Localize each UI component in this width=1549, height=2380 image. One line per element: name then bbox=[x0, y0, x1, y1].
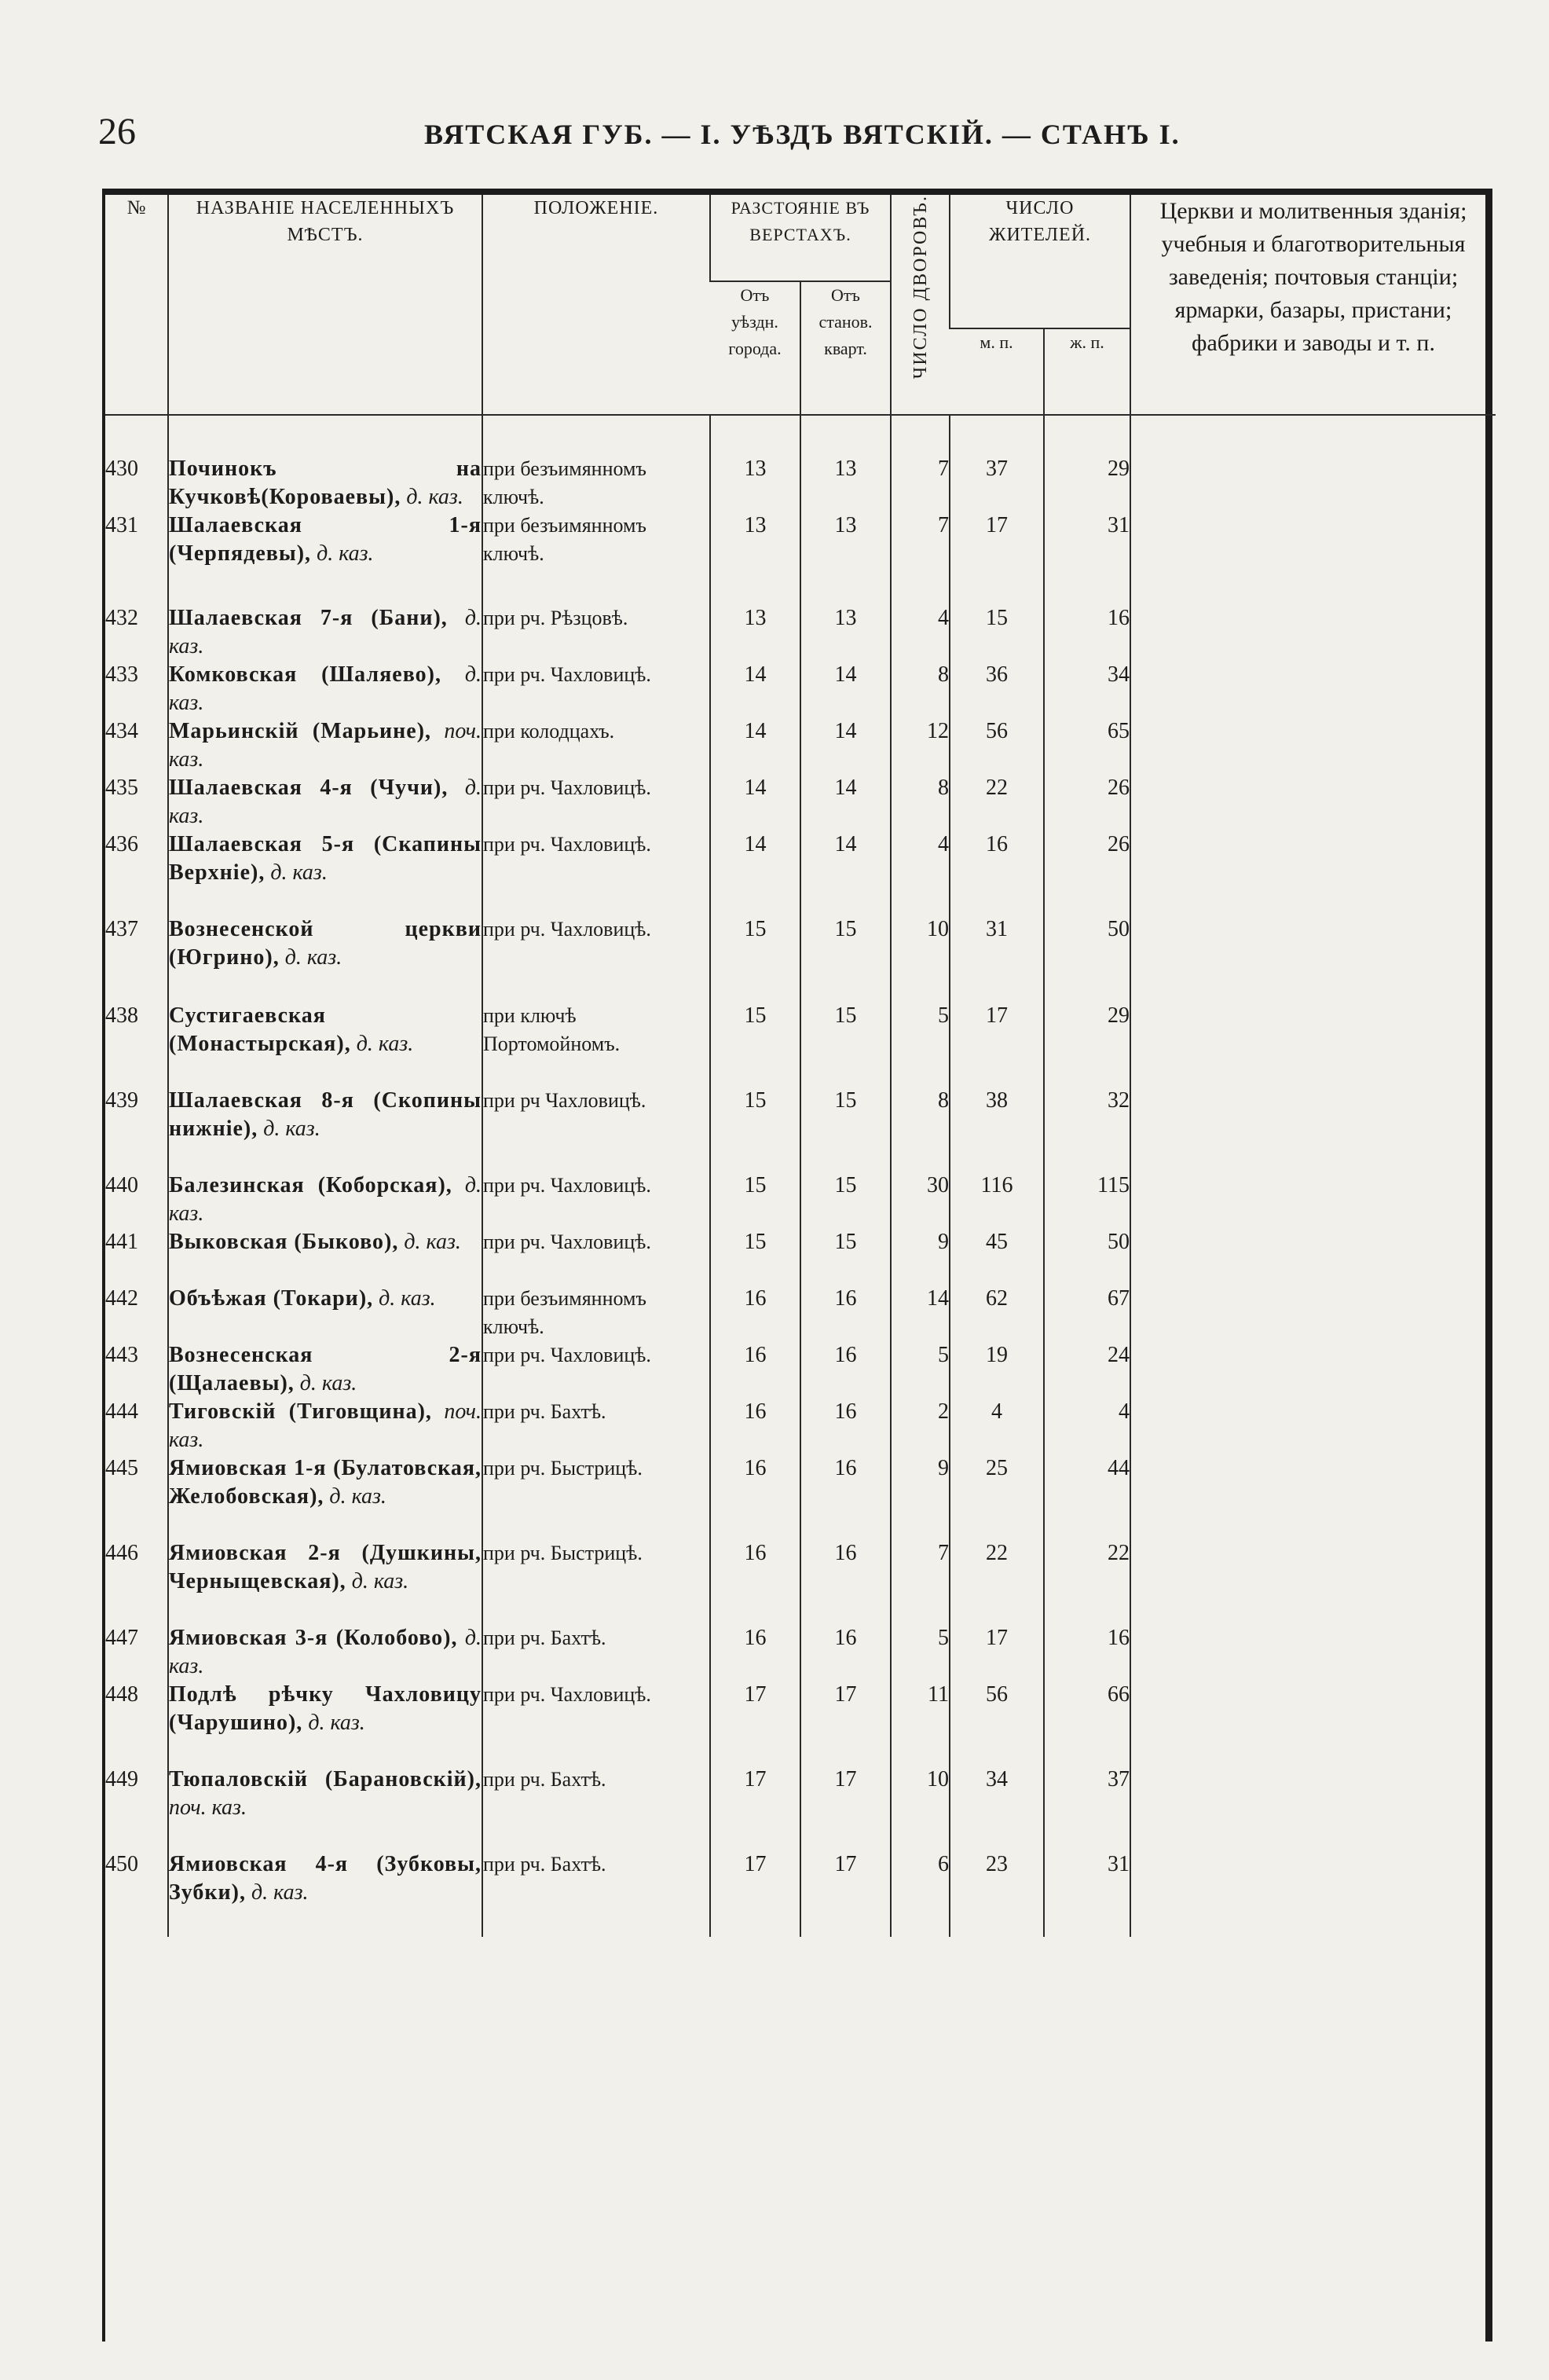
female-count: 24 bbox=[1044, 1341, 1130, 1398]
institutions-cell bbox=[1130, 717, 1496, 774]
table-row bbox=[105, 774, 1496, 831]
male-count: 22 bbox=[950, 774, 1044, 831]
settlement-name-text: Объѣжая (Токари), bbox=[169, 1286, 374, 1311]
male-count: 34 bbox=[950, 1766, 1044, 1850]
settlement-type: д. каз. bbox=[169, 1173, 482, 1226]
institutions-cell bbox=[1130, 1681, 1496, 1766]
table-row bbox=[105, 604, 1496, 661]
female-count: 4 bbox=[1044, 1398, 1130, 1454]
institutions-cell bbox=[1130, 1398, 1496, 1454]
row-number: 438 bbox=[105, 1003, 138, 1028]
table-row bbox=[105, 1228, 1496, 1285]
row-number: 439 bbox=[105, 1088, 138, 1113]
distance-from-town: 13 bbox=[710, 415, 800, 512]
settlement-position: при рч. Бахтѣ. bbox=[482, 1850, 710, 1937]
settlement-type: д. каз. bbox=[308, 1711, 365, 1735]
settlement-name-text: Сустигаевская (Монастырская), bbox=[169, 1003, 351, 1056]
settlement-position: при колодцахъ. bbox=[482, 717, 710, 774]
male-count: 37 bbox=[950, 415, 1044, 512]
household-count: 9 bbox=[891, 1454, 950, 1539]
household-count: 2 bbox=[891, 1398, 950, 1454]
distance-from-town: 17 bbox=[710, 1766, 800, 1850]
distance-from-town: 13 bbox=[710, 512, 800, 604]
distance-from-town: 16 bbox=[710, 1341, 800, 1398]
col-header-position: ПОЛОЖЕНІЕ. bbox=[482, 195, 710, 415]
row-number: 443 bbox=[105, 1343, 138, 1367]
settlement-type: поч. каз. bbox=[169, 719, 482, 772]
table-row bbox=[105, 1002, 1496, 1087]
table-row bbox=[105, 1172, 1496, 1228]
distance-from-station: 14 bbox=[800, 661, 891, 717]
settlement-name-text: Шалаевская 4-я (Чучи), bbox=[169, 776, 449, 800]
institutions-cell bbox=[1130, 512, 1496, 604]
col-header-name: НАЗВАНІЕ НАСЕЛЕННЫХЪ МѢСТЪ. bbox=[168, 195, 482, 415]
census-table-frame bbox=[102, 189, 1492, 2341]
settlement-name bbox=[168, 1228, 482, 1285]
distance-from-town: 17 bbox=[710, 1850, 800, 1937]
row-number: 450 bbox=[105, 1852, 138, 1876]
settlement-name-text: Шалаевская 8-я (Скопины нижніе), bbox=[169, 1088, 482, 1141]
household-count: 11 bbox=[891, 1681, 950, 1766]
row-number: 449 bbox=[105, 1767, 138, 1791]
institutions-cell bbox=[1130, 1539, 1496, 1624]
settlement-type: д. каз. bbox=[379, 1286, 436, 1311]
table-row bbox=[105, 1850, 1496, 1937]
row-number: 441 bbox=[105, 1230, 138, 1254]
distance-from-town: 14 bbox=[710, 831, 800, 915]
settlement-position: при рч. Бахтѣ. bbox=[482, 1766, 710, 1850]
settlement-name bbox=[168, 1172, 482, 1228]
institutions-cell bbox=[1130, 1087, 1496, 1172]
distance-from-station: 14 bbox=[800, 831, 891, 915]
distance-from-station: 15 bbox=[800, 915, 891, 1002]
household-count: 10 bbox=[891, 1766, 950, 1850]
settlement-name-text: Вознесенская 2-я (Щалаевы), bbox=[169, 1343, 482, 1395]
settlement-position: при рч. Рѣзцовѣ. bbox=[482, 604, 710, 661]
col-header-residents: ЧИСЛО ЖИТЕЛЕЙ. bbox=[950, 195, 1130, 328]
household-count: 7 bbox=[891, 1539, 950, 1624]
distance-from-station: 15 bbox=[800, 1002, 891, 1087]
settlement-position: при рч. Чахловицѣ. bbox=[482, 1228, 710, 1285]
settlement-type: д. каз. bbox=[169, 606, 482, 658]
settlement-position: при безъимянномъ ключѣ. bbox=[482, 415, 710, 512]
settlement-name-text: Тюпаловскій (Барановскій), bbox=[169, 1767, 482, 1791]
distance-from-town: 14 bbox=[710, 661, 800, 717]
col-header-institutions: Церкви и молитвенныя зданія; учебныя и благотворительныя заведенія; почтовыя станціи; ярмарки, базары, пристани; фабрики и заводы и т. п. bbox=[1130, 195, 1496, 415]
table-row bbox=[105, 512, 1496, 604]
table-row bbox=[105, 1766, 1496, 1850]
institutions-cell bbox=[1130, 1002, 1496, 1087]
settlement-name-text: Вознесенской церкви (Югрино), bbox=[169, 917, 482, 970]
settlement-name-text: Комковская (Шаляево), bbox=[169, 662, 441, 687]
male-count: 62 bbox=[950, 1285, 1044, 1341]
table-row bbox=[105, 1454, 1496, 1539]
household-count: 7 bbox=[891, 512, 950, 604]
distance-from-station: 17 bbox=[800, 1681, 891, 1766]
household-count: 7 bbox=[891, 415, 950, 512]
page-number: 26 bbox=[98, 111, 136, 152]
table-row bbox=[105, 1624, 1496, 1681]
settlement-name-text: Шалаевская 1-я (Черпядевы), bbox=[169, 513, 482, 566]
census-table bbox=[105, 195, 1496, 1937]
female-count: 29 bbox=[1044, 415, 1130, 512]
row-number: 440 bbox=[105, 1173, 138, 1197]
row-number: 436 bbox=[105, 832, 138, 856]
household-count: 4 bbox=[891, 604, 950, 661]
settlement-name bbox=[168, 1454, 482, 1539]
settlement-type: д. каз. bbox=[263, 1117, 320, 1141]
settlement-type: д. каз. bbox=[406, 485, 463, 509]
distance-from-town: 16 bbox=[710, 1539, 800, 1624]
settlement-type: д. каз. bbox=[284, 945, 342, 970]
table-header bbox=[105, 195, 1496, 415]
female-count: 66 bbox=[1044, 1681, 1130, 1766]
female-count: 22 bbox=[1044, 1539, 1130, 1624]
distance-from-station: 16 bbox=[800, 1624, 891, 1681]
female-count: 31 bbox=[1044, 1850, 1130, 1937]
institutions-cell bbox=[1130, 915, 1496, 1002]
table-row bbox=[105, 717, 1496, 774]
institutions-cell bbox=[1130, 1624, 1496, 1681]
row-number: 444 bbox=[105, 1399, 138, 1424]
distance-from-station: 16 bbox=[800, 1285, 891, 1341]
female-count: 31 bbox=[1044, 512, 1130, 604]
settlement-name-text: Марьинскій (Марьине), bbox=[169, 719, 432, 743]
male-count: 17 bbox=[950, 512, 1044, 604]
row-number: 433 bbox=[105, 662, 138, 687]
col-header-households bbox=[891, 195, 950, 415]
settlement-position: при рч. Чахловицѣ. bbox=[482, 774, 710, 831]
male-count: 22 bbox=[950, 1539, 1044, 1624]
row-number: 431 bbox=[105, 513, 138, 537]
table-row bbox=[105, 1285, 1496, 1341]
distance-from-station: 16 bbox=[800, 1539, 891, 1624]
settlement-name-text: Подлѣ рѣчку Чахловицу (Чарушино), bbox=[169, 1682, 482, 1735]
institutions-cell bbox=[1130, 1172, 1496, 1228]
settlement-name bbox=[168, 415, 482, 512]
settlement-name-text: Тиговскій (Тиговщина), bbox=[169, 1399, 432, 1424]
settlement-type: д. каз. bbox=[404, 1230, 461, 1254]
settlement-name bbox=[168, 1850, 482, 1937]
table-row bbox=[105, 661, 1496, 717]
col-header-from-town: Отъ уѣздн. города. bbox=[710, 281, 800, 415]
settlement-position: при безъимянномъ ключѣ. bbox=[482, 512, 710, 604]
table-row bbox=[105, 915, 1496, 1002]
male-count: 15 bbox=[950, 604, 1044, 661]
distance-from-town: 14 bbox=[710, 717, 800, 774]
settlement-name-text: Ямиовская 4-я (Зубковы, Зубки), bbox=[169, 1852, 482, 1905]
settlement-type: д. каз. bbox=[351, 1569, 409, 1593]
distance-from-town: 15 bbox=[710, 1002, 800, 1087]
households-vertical-label: ЧИСЛО ДВОРОВЪ. bbox=[910, 195, 931, 380]
distance-from-station: 14 bbox=[800, 717, 891, 774]
distance-from-station: 16 bbox=[800, 1398, 891, 1454]
institutions-cell bbox=[1130, 1454, 1496, 1539]
distance-from-station: 16 bbox=[800, 1454, 891, 1539]
distance-from-town: 15 bbox=[710, 1172, 800, 1228]
institutions-cell bbox=[1130, 1285, 1496, 1341]
table-body bbox=[105, 415, 1496, 1937]
distance-from-station: 17 bbox=[800, 1850, 891, 1937]
household-count: 9 bbox=[891, 1228, 950, 1285]
settlement-type: д. каз. bbox=[329, 1484, 386, 1509]
row-number: 437 bbox=[105, 917, 138, 941]
settlement-type: д. каз. bbox=[317, 541, 374, 566]
settlement-name-text: Ямиовская 3-я (Колобово), bbox=[169, 1626, 458, 1650]
distance-from-town: 16 bbox=[710, 1398, 800, 1454]
settlement-position: при рч. Чахловицѣ. bbox=[482, 1681, 710, 1766]
row-number: 446 bbox=[105, 1541, 138, 1565]
page-header bbox=[0, 102, 1549, 165]
settlement-position: при рч. Чахловицѣ. bbox=[482, 831, 710, 915]
settlement-position: при рч. Бахтѣ. bbox=[482, 1624, 710, 1681]
settlement-name bbox=[168, 661, 482, 717]
distance-from-town: 14 bbox=[710, 774, 800, 831]
male-count: 38 bbox=[950, 1087, 1044, 1172]
settlement-name bbox=[168, 1766, 482, 1850]
settlement-type: д. каз. bbox=[169, 1626, 482, 1678]
settlement-position: при рч. Быстрицѣ. bbox=[482, 1539, 710, 1624]
distance-from-town: 15 bbox=[710, 915, 800, 1002]
female-count: 16 bbox=[1044, 1624, 1130, 1681]
settlement-type: поч. каз. bbox=[169, 1795, 247, 1820]
row-number: 432 bbox=[105, 606, 138, 630]
male-count: 31 bbox=[950, 915, 1044, 1002]
settlement-type: д. каз. bbox=[356, 1032, 414, 1056]
household-count: 8 bbox=[891, 661, 950, 717]
settlement-name-text: Балезинская (Коборская), bbox=[169, 1173, 452, 1197]
distance-from-station: 15 bbox=[800, 1172, 891, 1228]
table-row bbox=[105, 1681, 1496, 1766]
male-count: 16 bbox=[950, 831, 1044, 915]
distance-from-station: 13 bbox=[800, 604, 891, 661]
household-count: 5 bbox=[891, 1624, 950, 1681]
table-row bbox=[105, 831, 1496, 915]
row-number: 447 bbox=[105, 1626, 138, 1650]
household-count: 10 bbox=[891, 915, 950, 1002]
settlement-name-text: Ямиовская 2-я (Душкины, Черныщевская), bbox=[169, 1541, 482, 1593]
settlement-position: при рч. Чахловицѣ. bbox=[482, 1341, 710, 1398]
institutions-cell bbox=[1130, 1341, 1496, 1398]
row-number: 442 bbox=[105, 1286, 138, 1311]
settlement-type: д. каз. bbox=[299, 1371, 357, 1395]
institutions-cell bbox=[1130, 415, 1496, 512]
distance-from-station: 14 bbox=[800, 774, 891, 831]
settlement-type: д. каз. bbox=[270, 860, 328, 885]
household-count: 4 bbox=[891, 831, 950, 915]
female-count: 67 bbox=[1044, 1285, 1130, 1341]
household-count: 6 bbox=[891, 1850, 950, 1937]
male-count: 25 bbox=[950, 1454, 1044, 1539]
household-count: 8 bbox=[891, 774, 950, 831]
female-count: 44 bbox=[1044, 1454, 1130, 1539]
settlement-position: при рч. Чахловицѣ. bbox=[482, 661, 710, 717]
distance-from-town: 13 bbox=[710, 604, 800, 661]
row-number: 434 bbox=[105, 719, 138, 743]
institutions-cell bbox=[1130, 604, 1496, 661]
female-count: 16 bbox=[1044, 604, 1130, 661]
male-count: 17 bbox=[950, 1002, 1044, 1087]
female-count: 26 bbox=[1044, 831, 1130, 915]
settlement-type: д. каз. bbox=[169, 776, 482, 828]
institutions-cell bbox=[1130, 1850, 1496, 1937]
institutions-cell bbox=[1130, 774, 1496, 831]
female-count: 29 bbox=[1044, 1002, 1130, 1087]
household-count: 8 bbox=[891, 1087, 950, 1172]
female-count: 26 bbox=[1044, 774, 1130, 831]
col-header-no: № bbox=[105, 195, 168, 415]
distance-from-town: 16 bbox=[710, 1454, 800, 1539]
settlement-name bbox=[168, 1398, 482, 1454]
distance-from-station: 13 bbox=[800, 512, 891, 604]
distance-from-station: 16 bbox=[800, 1341, 891, 1398]
household-count: 30 bbox=[891, 1172, 950, 1228]
male-count: 116 bbox=[950, 1172, 1044, 1228]
settlement-name bbox=[168, 1681, 482, 1766]
female-count: 50 bbox=[1044, 1228, 1130, 1285]
distance-from-station: 15 bbox=[800, 1087, 891, 1172]
col-header-distance: РАЗСТОЯНІЕ ВЪ ВЕРСТАХЪ. bbox=[710, 195, 891, 281]
settlement-type: д. каз. bbox=[169, 662, 482, 715]
settlement-name bbox=[168, 717, 482, 774]
row-number: 435 bbox=[105, 776, 138, 800]
distance-from-town: 16 bbox=[710, 1624, 800, 1681]
institutions-cell bbox=[1130, 661, 1496, 717]
settlement-position: при рч. Бахтѣ. bbox=[482, 1398, 710, 1454]
male-count: 45 bbox=[950, 1228, 1044, 1285]
male-count: 19 bbox=[950, 1341, 1044, 1398]
col-header-female: ж. п. bbox=[1044, 328, 1130, 415]
household-count: 14 bbox=[891, 1285, 950, 1341]
settlement-name bbox=[168, 604, 482, 661]
female-count: 65 bbox=[1044, 717, 1130, 774]
settlement-type: д. каз. bbox=[251, 1880, 309, 1905]
row-number: 448 bbox=[105, 1682, 138, 1707]
female-count: 50 bbox=[1044, 915, 1130, 1002]
table-row bbox=[105, 1341, 1496, 1398]
settlement-name bbox=[168, 1341, 482, 1398]
distance-from-town: 17 bbox=[710, 1681, 800, 1766]
settlement-name-text: Шалаевская 7-я (Бани), bbox=[169, 606, 448, 630]
settlement-position: при безъимянномъ ключѣ. bbox=[482, 1285, 710, 1341]
institutions-cell bbox=[1130, 1228, 1496, 1285]
male-count: 56 bbox=[950, 1681, 1044, 1766]
distance-from-station: 17 bbox=[800, 1766, 891, 1850]
settlement-position: при рч. Чахловицѣ. bbox=[482, 1172, 710, 1228]
settlement-type: поч. каз. bbox=[169, 1399, 482, 1452]
settlement-position: при рч. Чахловицѣ. bbox=[482, 915, 710, 1002]
settlement-position: при рч. Быстрицѣ. bbox=[482, 1454, 710, 1539]
female-count: 34 bbox=[1044, 661, 1130, 717]
distance-from-town: 15 bbox=[710, 1087, 800, 1172]
female-count: 32 bbox=[1044, 1087, 1130, 1172]
settlement-name bbox=[168, 512, 482, 604]
settlement-name-text: Починокъ на Кучковѣ(Короваевы), bbox=[169, 457, 482, 509]
settlement-name bbox=[168, 774, 482, 831]
male-count: 56 bbox=[950, 717, 1044, 774]
household-count: 12 bbox=[891, 717, 950, 774]
table-row bbox=[105, 1398, 1496, 1454]
distance-from-station: 15 bbox=[800, 1228, 891, 1285]
settlement-name-text: Ямиовская 1-я (Булатовская, Желобовская), bbox=[169, 1456, 482, 1509]
col-header-from-station: Отъ станов. кварт. bbox=[800, 281, 891, 415]
household-count: 5 bbox=[891, 1341, 950, 1398]
settlement-name bbox=[168, 915, 482, 1002]
settlement-name bbox=[168, 1002, 482, 1087]
row-number: 445 bbox=[105, 1456, 138, 1480]
table-row bbox=[105, 415, 1496, 512]
settlement-name-text: Выковская (Быково), bbox=[169, 1230, 399, 1254]
settlement-name bbox=[168, 831, 482, 915]
row-number: 430 bbox=[105, 457, 138, 481]
settlement-position: при ключѣ Портомойномъ. bbox=[482, 1002, 710, 1087]
male-count: 4 bbox=[950, 1398, 1044, 1454]
settlement-position: при рч Чахловицѣ. bbox=[482, 1087, 710, 1172]
settlement-name bbox=[168, 1539, 482, 1624]
institutions-cell bbox=[1130, 1766, 1496, 1850]
male-count: 36 bbox=[950, 661, 1044, 717]
table-row bbox=[105, 1087, 1496, 1172]
distance-from-station: 13 bbox=[800, 415, 891, 512]
distance-from-town: 16 bbox=[710, 1285, 800, 1341]
male-count: 17 bbox=[950, 1624, 1044, 1681]
female-count: 37 bbox=[1044, 1766, 1130, 1850]
institutions-cell bbox=[1130, 831, 1496, 915]
settlement-name bbox=[168, 1624, 482, 1681]
running-title: ВЯТСКАЯ ГУБ. — I. УѢЗДЪ ВЯТСКІЙ. — СТАНЪ I. bbox=[424, 119, 1181, 150]
male-count: 23 bbox=[950, 1850, 1044, 1937]
settlement-name-text: Шалаевская 5-я (Скапины Верхніе), bbox=[169, 832, 482, 885]
household-count: 5 bbox=[891, 1002, 950, 1087]
settlement-name bbox=[168, 1285, 482, 1341]
distance-from-town: 15 bbox=[710, 1228, 800, 1285]
col-header-male: м. п. bbox=[950, 328, 1044, 415]
settlement-name bbox=[168, 1087, 482, 1172]
female-count: 115 bbox=[1044, 1172, 1130, 1228]
table-row bbox=[105, 1539, 1496, 1624]
